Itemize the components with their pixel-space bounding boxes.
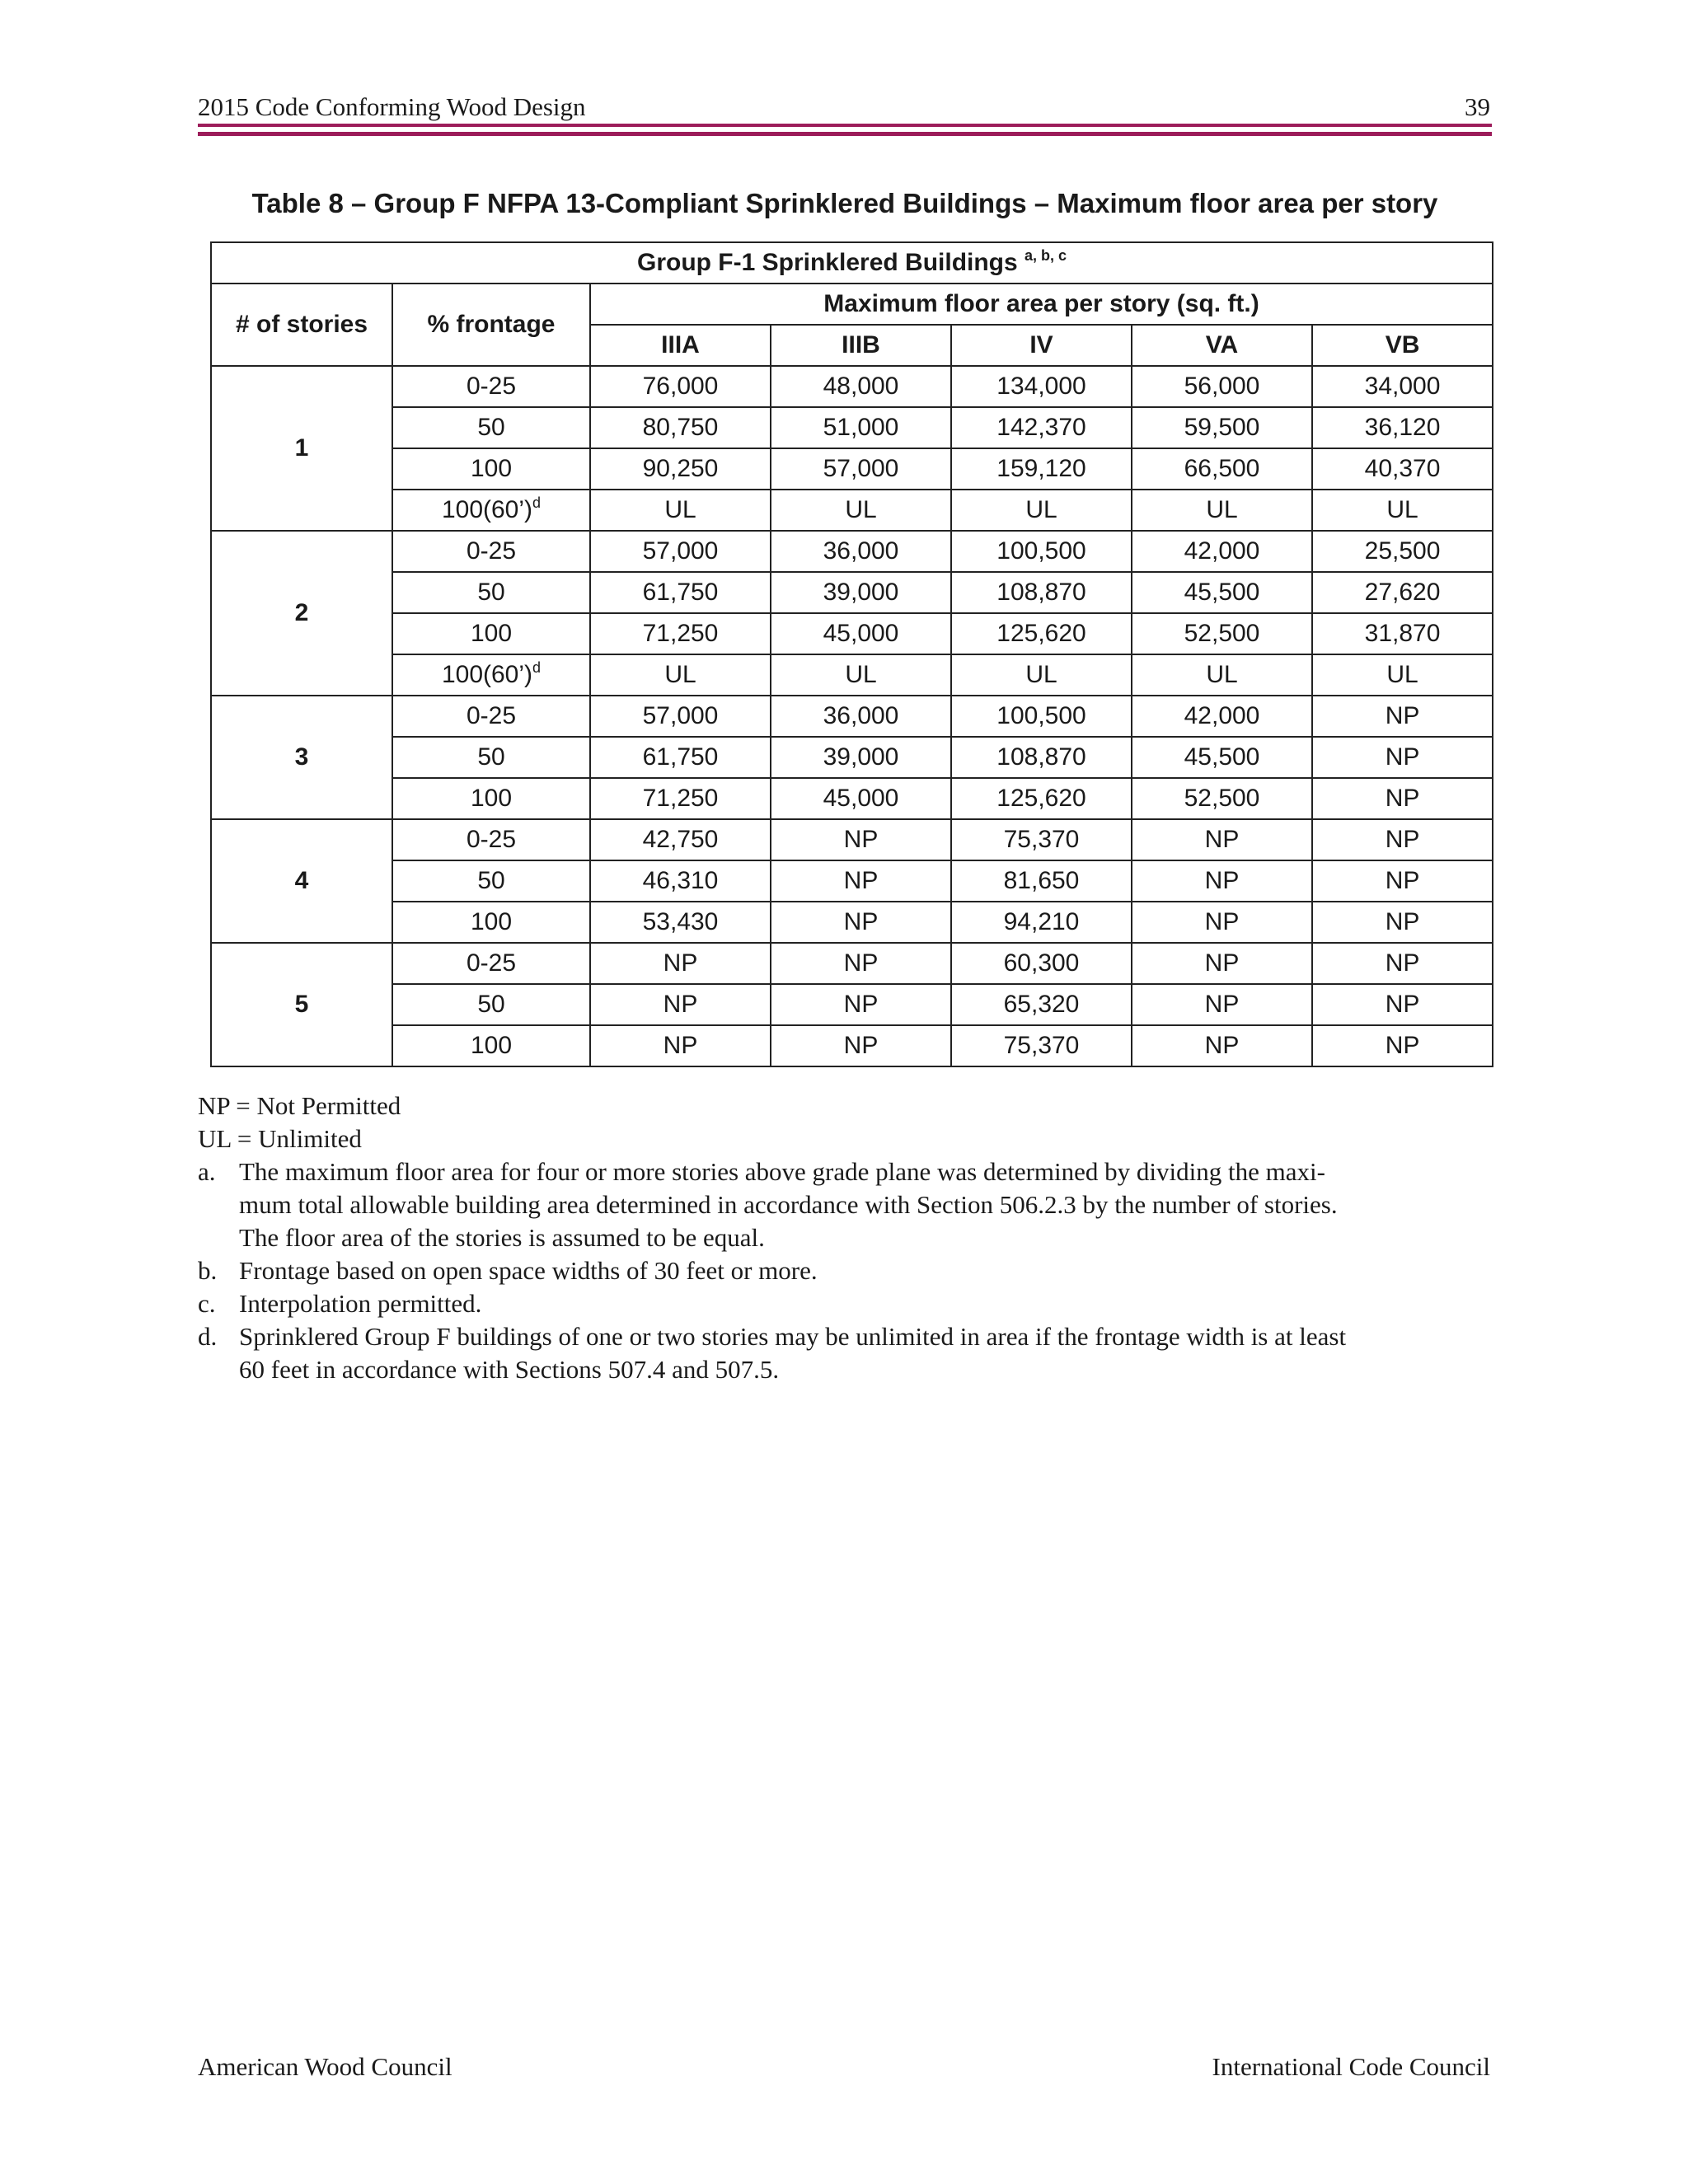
- frontage-value: 0-25: [466, 537, 517, 565]
- area-cell: 39,000: [771, 572, 951, 613]
- frontage-cell: [392, 1025, 590, 1066]
- frontage-value: 50: [477, 414, 505, 441]
- area-cell: 71,250: [590, 778, 771, 819]
- area-cell: NP: [590, 943, 771, 984]
- construction-type-header: IIIA: [590, 325, 771, 366]
- frontage-cell: [392, 737, 590, 778]
- frontage-value: 100: [470, 1032, 513, 1059]
- area-cell: 60,300: [951, 943, 1132, 984]
- area-cell: 61,750: [590, 572, 771, 613]
- table-row: [211, 696, 1493, 737]
- table-row: [211, 902, 1493, 943]
- area-cell: UL: [590, 654, 771, 696]
- header-max-area: Maximum floor area per story (sq. ft.): [590, 284, 1493, 325]
- frontage-value: 100: [470, 620, 513, 647]
- area-cell: UL: [590, 490, 771, 531]
- footnote-d: [198, 1320, 1492, 1386]
- frontage-value: 50: [477, 867, 505, 894]
- area-cell: NP: [1132, 860, 1312, 902]
- area-cell: 40,370: [1312, 448, 1493, 490]
- frontage-cell: [392, 984, 590, 1025]
- area-cell: NP: [1312, 819, 1493, 860]
- area-cell: 80,750: [590, 407, 771, 448]
- area-cell: NP: [771, 902, 951, 943]
- area-cell: 66,500: [1132, 448, 1312, 490]
- footnote-text: Sprinklered Group F buildings of one or two stories may be unlimited in area if the frontage width is at least 60 feet in accordance with Sections 507.4 and 507.5.: [239, 1322, 1347, 1384]
- table-row: [211, 654, 1493, 696]
- footnote-text: Frontage based on open space widths of 30 feet or more.: [239, 1256, 818, 1285]
- header-rule-top: [198, 124, 1492, 127]
- frontage-value: 0-25: [466, 702, 517, 729]
- area-cell: 108,870: [951, 572, 1132, 613]
- area-cell: NP: [1312, 943, 1493, 984]
- table-row: [211, 1025, 1493, 1066]
- footnote-label: b.: [198, 1256, 218, 1285]
- area-cell: 75,370: [951, 1025, 1132, 1066]
- area-cell: NP: [771, 860, 951, 902]
- frontage-value: 0-25: [466, 373, 517, 400]
- area-cell: UL: [1312, 654, 1493, 696]
- footnote-b: [198, 1254, 1492, 1287]
- stories-cell: 3: [211, 696, 392, 819]
- table-row: [211, 572, 1493, 613]
- abbrev-np: NP = Not Permitted: [198, 1091, 401, 1120]
- area-cell: 59,500: [1132, 407, 1312, 448]
- area-cell: 53,430: [590, 902, 771, 943]
- footnote-ref: d: [532, 494, 542, 511]
- table-row: [211, 448, 1493, 490]
- frontage-value: 100: [470, 455, 513, 482]
- area-cell: 71,250: [590, 613, 771, 654]
- area-cell: 52,500: [1132, 613, 1312, 654]
- frontage-cell: [392, 613, 590, 654]
- area-cell: NP: [771, 819, 951, 860]
- footnote-ref: d: [532, 659, 542, 676]
- area-cell: UL: [1132, 654, 1312, 696]
- area-cell: NP: [590, 1025, 771, 1066]
- abbrev-ul: UL = Unlimited: [198, 1124, 362, 1153]
- area-cell: 45,500: [1132, 572, 1312, 613]
- area-cell: NP: [771, 984, 951, 1025]
- table-notes: [198, 1090, 1492, 1386]
- area-cell: NP: [771, 1025, 951, 1066]
- construction-type-header: IIIB: [771, 325, 951, 366]
- area-cell: 75,370: [951, 819, 1132, 860]
- area-cell: NP: [1132, 943, 1312, 984]
- area-cell: 61,750: [590, 737, 771, 778]
- footnote-label: a.: [198, 1157, 216, 1186]
- area-cell: UL: [1132, 490, 1312, 531]
- header-rule-bottom: [198, 132, 1492, 136]
- table-row: [211, 943, 1493, 984]
- footnote-text: Interpolation permitted.: [239, 1289, 482, 1318]
- area-cell: 134,000: [951, 366, 1132, 407]
- area-cell: 45,000: [771, 778, 951, 819]
- table-row: [211, 737, 1493, 778]
- area-cell: 46,310: [590, 860, 771, 902]
- area-cell: 142,370: [951, 407, 1132, 448]
- area-cell: UL: [951, 654, 1132, 696]
- frontage-cell: [392, 531, 590, 572]
- area-cell: 81,650: [951, 860, 1132, 902]
- area-cell: 36,000: [771, 696, 951, 737]
- frontage-value: 0-25: [466, 826, 517, 853]
- header-stories: # of stories: [211, 284, 392, 366]
- footnote-label: d.: [198, 1322, 218, 1351]
- table-row: [211, 366, 1493, 407]
- area-cell: 65,320: [951, 984, 1132, 1025]
- stories-cell: 5: [211, 943, 392, 1066]
- table-row: [211, 490, 1493, 531]
- frontage-value: 100(60’): [441, 661, 533, 688]
- construction-type-header: IV: [951, 325, 1132, 366]
- table-row: [211, 984, 1493, 1025]
- frontage-value: 100: [470, 908, 513, 935]
- table-row: [211, 613, 1493, 654]
- footnote-label: c.: [198, 1289, 216, 1318]
- area-cell: 57,000: [771, 448, 951, 490]
- area-cell: NP: [1312, 737, 1493, 778]
- page-number: 39: [1465, 92, 1490, 121]
- page-header: [198, 89, 1490, 122]
- area-cell: 42,750: [590, 819, 771, 860]
- area-cell: 94,210: [951, 902, 1132, 943]
- frontage-cell: [392, 902, 590, 943]
- table-row: [211, 407, 1493, 448]
- area-cell: 39,000: [771, 737, 951, 778]
- area-cell: NP: [1132, 819, 1312, 860]
- frontage-value: 50: [477, 579, 505, 606]
- area-cell: NP: [1312, 984, 1493, 1025]
- area-cell: UL: [1312, 490, 1493, 531]
- area-cell: 25,500: [1312, 531, 1493, 572]
- frontage-cell: [392, 696, 590, 737]
- area-cell: UL: [771, 490, 951, 531]
- area-cell: 100,500: [951, 531, 1132, 572]
- area-cell: 108,870: [951, 737, 1132, 778]
- area-cell: 45,000: [771, 613, 951, 654]
- construction-type-header: VA: [1132, 325, 1312, 366]
- area-cell: 57,000: [590, 696, 771, 737]
- area-cell: 36,120: [1312, 407, 1493, 448]
- group-heading: [211, 242, 1493, 284]
- area-cell: 34,000: [1312, 366, 1493, 407]
- area-cell: 125,620: [951, 778, 1132, 819]
- area-cell: 45,500: [1132, 737, 1312, 778]
- frontage-value: 100: [470, 785, 513, 812]
- frontage-cell: [392, 943, 590, 984]
- footnote-text: The maximum floor area for four or more stories above grade plane was determined by dividing the maxi- mum total allowable building area determined in accordance with Section 506.2.3 by the number of stories. The floor area of the stories is assumed to be equal.: [239, 1157, 1338, 1252]
- area-cell: UL: [951, 490, 1132, 531]
- header-frontage: % frontage: [392, 284, 590, 366]
- table-body: [211, 366, 1493, 1066]
- floor-area-table: [210, 241, 1493, 1067]
- frontage-cell: [392, 366, 590, 407]
- area-cell: 159,120: [951, 448, 1132, 490]
- area-cell: UL: [771, 654, 951, 696]
- footnote-a: [198, 1155, 1492, 1254]
- stories-cell: 4: [211, 819, 392, 943]
- construction-type-header: VB: [1312, 325, 1493, 366]
- area-cell: 27,620: [1312, 572, 1493, 613]
- area-cell: 125,620: [951, 613, 1132, 654]
- frontage-value: 100(60’): [441, 496, 533, 523]
- area-cell: 57,000: [590, 531, 771, 572]
- area-cell: 42,000: [1132, 696, 1312, 737]
- area-cell: 56,000: [1132, 366, 1312, 407]
- frontage-cell: [392, 448, 590, 490]
- area-cell: NP: [771, 943, 951, 984]
- table-row: [211, 778, 1493, 819]
- stories-cell: 2: [211, 531, 392, 696]
- table-row: [211, 860, 1493, 902]
- area-cell: 76,000: [590, 366, 771, 407]
- area-cell: 36,000: [771, 531, 951, 572]
- footnote-c: [198, 1287, 1492, 1320]
- area-cell: NP: [1312, 696, 1493, 737]
- frontage-value: 50: [477, 991, 505, 1018]
- frontage-cell: [392, 490, 590, 531]
- area-cell: 51,000: [771, 407, 951, 448]
- area-cell: 31,870: [1312, 613, 1493, 654]
- area-cell: NP: [1312, 902, 1493, 943]
- frontage-value: 0-25: [466, 949, 517, 977]
- frontage-cell: [392, 860, 590, 902]
- footer-publisher-left: American Wood Council: [198, 2052, 452, 2081]
- frontage-cell: [392, 572, 590, 613]
- area-cell: NP: [1312, 778, 1493, 819]
- table-title: Table 8 – Group F NFPA 13-Compliant Sprinklered Buildings – Maximum floor area per story: [251, 188, 1438, 218]
- frontage-cell: [392, 819, 590, 860]
- area-cell: NP: [1312, 1025, 1493, 1066]
- area-cell: 48,000: [771, 366, 951, 407]
- area-cell: NP: [1132, 902, 1312, 943]
- table-row: [211, 819, 1493, 860]
- area-cell: NP: [590, 984, 771, 1025]
- footer-publisher-right: International Code Council: [1212, 2052, 1490, 2081]
- area-cell: 52,500: [1132, 778, 1312, 819]
- frontage-cell: [392, 654, 590, 696]
- area-cell: NP: [1132, 1025, 1312, 1066]
- area-cell: 42,000: [1132, 531, 1312, 572]
- area-cell: NP: [1312, 860, 1493, 902]
- group-heading-footnote-refs: a, b, c: [1025, 247, 1067, 264]
- frontage-cell: [392, 778, 590, 819]
- area-cell: 90,250: [590, 448, 771, 490]
- frontage-value: 50: [477, 743, 505, 771]
- area-cell: NP: [1132, 984, 1312, 1025]
- group-heading-text: Group F-1 Sprinklered Buildings: [636, 249, 1018, 276]
- stories-cell: 1: [211, 366, 392, 531]
- page-footer: [198, 2052, 1490, 2085]
- area-cell: 100,500: [951, 696, 1132, 737]
- frontage-cell: [392, 407, 590, 448]
- document-title: 2015 Code Conforming Wood Design: [198, 92, 586, 121]
- table-row: [211, 531, 1493, 572]
